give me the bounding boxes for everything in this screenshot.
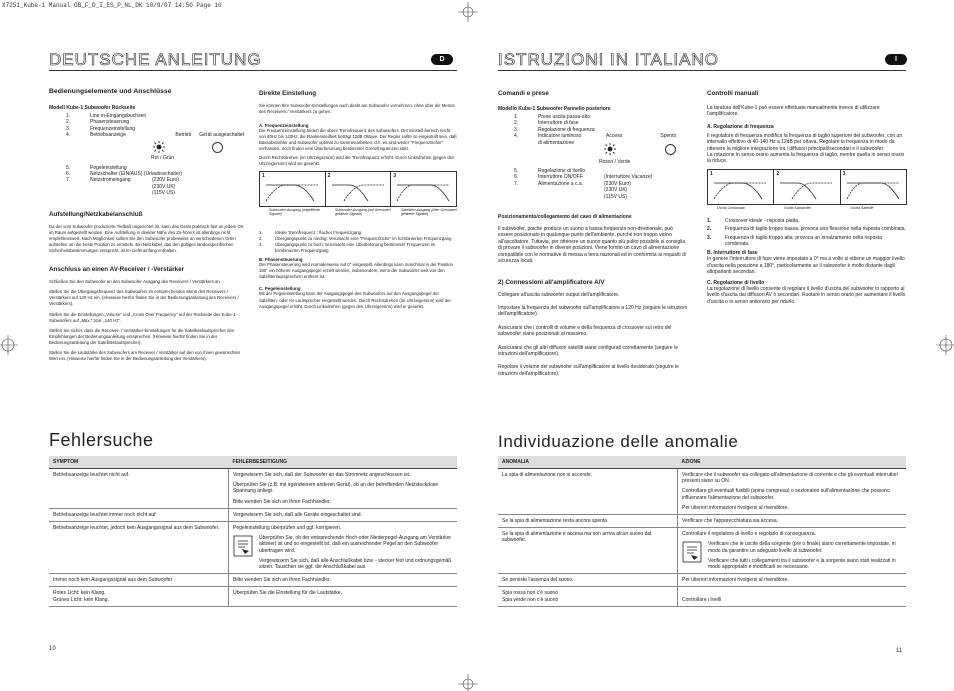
level-text: La regolazione di livello consente di regolare il livello d'uscita del subwoofer in rapporto al livello d'uscita dai diffusori AV o secondari. Ruotare in senso orario per aumentare il livello d'uscita o in senso antiorario per ridurlo.	[707, 285, 906, 305]
list-item: 1. Prese uscita passa-alto	[514, 114, 590, 120]
list-item: (115V US)	[152, 190, 175, 197]
placement-text: Il subwoofer, poiché produce un suono a bassa frequenza non-direzionale, può essere posizionato in qualunque punto dell'ambiente, purché non troppo vicino all'ascoltatore. Tuttavia, per ottenere un suono quanto più pulito possibile si consiglia di provare il subwoofer in diverse posizioni. Viene fornito un cavo di alimentazione compatibile con le normative di messa a terra nazionali ed in conformità ai requisiti di sicurezza locali.	[498, 226, 686, 265]
list-item: 6. Interruttore ON/OFF (Interruttore Vacanze)	[514, 174, 653, 181]
led-colors: Rosso / Verde	[599, 159, 631, 166]
title-rule-de	[49, 70, 457, 71]
list-item: 3. Frequenza di taglio troppo alta: provoca un innalzamento nella risposta combinata.	[707, 234, 883, 248]
placement-heading: Posizionamento/collegamento del cavo di alimentazione	[498, 214, 632, 221]
sun-icon	[153, 141, 165, 153]
model-heading: Modell Kube-1 Subwoofer Rückseite	[49, 105, 136, 111]
led-colors: Rot / Grün	[151, 154, 175, 161]
freq-text: Die Frequenzeinstellung ändert die obere Trennfrequenz des Subwoofers. Der Einstell-bereich reicht von 40Hz bis 140Hz; die Flankensteilheit beträgt 12dB Oktave. Der Regler sollte so eingestellt sein, daß Bassabstrahler und Subwoofer optimal zu-sammenarbeiten, d.h. es sind weder "Frequenzlöcher" vorhanden, noch finden eine Überbetonung bestimmter Grenzfrequenzen statt. Durch Rechtsdrehen (im Uhrzeigersinn) wird die Trennfrequenz erhöht. Durch Linksdrehen (gegen den Uhrzeigersinn) wird sie gesenkt.	[259, 128, 457, 166]
list-item: 5. Regolazione di livello	[514, 168, 585, 175]
controls-section-de	[49, 88, 244, 366]
table-row: Spia rossa non c'è suono Spia verde non c'è suono Controllare i livelli	[498, 587, 906, 606]
table-row: Betriebsanzeige leuchtet nicht auf. Vergewissern Sie sich, daß der Subwoofer an das Stromnetz angeschlossen ist. Überprüfen Sie (z.B. mit irgendeinem anderen Gerät), ob an der betreffenden Netzsteckdose Spannung anliegt. Bitte wenden Sie sich an Ihren Fachhändler.	[49, 469, 457, 509]
phase-heading: B. Phasensteuerung	[259, 257, 303, 263]
list-item: 7. Alimentazione a c.a. (230V Euro)	[514, 180, 631, 187]
table-row: Rotes Licht: kein Klang. Grünes Licht: kein Klang. Überprüfen Sie die Einstellung für die Lautstärke.	[49, 587, 457, 606]
page-title-it: ISTRUZIONI IN ITALIANO	[498, 50, 719, 69]
controls-heading: Bedienungselemente und Anschlüsse	[49, 88, 172, 95]
troubleshooting-table-it	[498, 456, 906, 607]
table-row: Betriebsanzeige leuchtet, jedoch kein Ausgangssignal aus dem Subwoofer. Pegeleinstellung überprüfen und ggf. korrigieren. Überprüfen Sie, ob der entsprechende Hoch-oder Niederpegel-Ausgang am Verstärker aktiviert ist und so eingestellt ist, daß ein ausreichender Pegel an den Subwoofer übertragen wird. Vergewissern Sie sich, daß alle Anschlußkabel bzw. - stecker fest und ordnungsgemäß sitzen. Tauschen sie ggf. die Anschlußkabel aus.	[49, 522, 457, 574]
list-item: 2. Interruttore di fase	[514, 120, 579, 127]
sun-icon	[604, 143, 616, 155]
list-item: 3. Frequenzeinstellung	[66, 125, 136, 132]
controls-list-2	[498, 168, 688, 200]
manual-heading: Controlli manuali	[707, 90, 759, 97]
table-row: Se persiste l'assenza del suono. Per ulteriori informazioni rivolgersi al rivenditore.	[498, 574, 906, 587]
off-indicator-icon	[665, 144, 676, 155]
direct-heading: Direkte Einstellung	[259, 90, 317, 97]
list-item: 7. Netzstromeingang (230V Euro)	[66, 177, 179, 184]
list-item: 1. Crossover ideale - risposta piatta.	[707, 217, 800, 224]
list-item: (230V UK)	[604, 187, 628, 194]
list-item: 1. Line in-Eingangsbuchsen	[66, 113, 147, 119]
list-item: 5. Pegeleinstellung	[66, 164, 127, 171]
level-heading: C. Pegeleinstellung	[259, 286, 301, 292]
direct-section-de	[259, 90, 457, 310]
amp-text: Collegare all'uscita subwoofer output dell'amplificatore. Impostare la frequenza del subwoofer sull'amplificatore a 120 Hz (seguire le istruzioni dell'amplificatore). Assicurarsi che i controlli di volume e della frequenza di crossover sul retro del subwoofer siano posizionati al massimo. Assicurarsi che gli altri diffusori satelliti siano configurati correttamente (seguire le istruzioni dell'amplificatore). Regolare il volume del subwoofer sull'amplificatore al livello desiderato (seguire le istruzioni dell'amplificatore).	[498, 291, 688, 377]
phase-heading: B. Interruttore di fase	[707, 250, 758, 257]
graph-list	[707, 218, 907, 248]
list-item: 2. Frequenza di taglio troppo bassa: provoca una flessione nella risposta combinata.	[707, 226, 906, 233]
troubleshooting-title-de: Fehlersuche	[49, 430, 154, 450]
freq-heading: A. Frequenzeinstellung	[259, 123, 309, 129]
list-item: 1. Ideale Trennfrequenz : flacher Frequenzgang	[259, 229, 361, 235]
level-text: Mit der Pegeleinstellung kann der Ausgangspegel des Subwoofers auf den Ausgangspegel der Satelliten- oder AV-Lautsprecher eingestellt werden. Durch Rechtsdrehen (im Uhrzeigersinn) wird der Ausgangspegel erhöht. Durch Linksdrehen (gegen den Uhrzeigersinn) wird er gesenkt.	[259, 291, 451, 309]
level-heading: C. Regolazione di livello	[707, 279, 765, 286]
manual-icon	[233, 535, 253, 557]
list-item: (230V UK)	[152, 183, 176, 190]
controls-section-it	[498, 90, 688, 381]
manual-section-it	[707, 90, 907, 305]
language-badge-de: D	[431, 54, 453, 65]
list-item: (115V US)	[604, 193, 627, 200]
title-rule-it	[498, 70, 906, 71]
crossover-graphs: 1 2 3	[259, 171, 457, 207]
table-row: La spia di alimentazione non si accende. Verificare che il subwoofer sia collegato all'alimentazione di corrente e che gli eventuali interruttori presenti siano su ON. Controllare gli eventuali fusibili (spina compresa) o sezionatori sull'alimentazione che possono influenzare l'alimentazione del subwoofer. Per ulteriori informazioni rivolgersi al rivenditore.	[498, 469, 906, 515]
table-row: Betriebsanzeige leuchtet immer noch nicht auf Vergewissern Sie sich, daß alle Geräte eingeschaltet sind.	[49, 508, 457, 521]
graph-captions: Uscita Combinata Uscita Subwoofer Uscita Satellite	[717, 205, 874, 210]
troubleshooting-table-de	[49, 456, 457, 607]
troubleshooting-title-it: Individuazione delle anomalie	[498, 432, 739, 451]
page-title-de: DEUTSCHE ANLEITUNG	[49, 50, 262, 69]
controls-list	[498, 114, 688, 146]
controls-list	[49, 113, 244, 139]
phase-text: Der Phasensteuerung wird normalerweise auf 0° eingestellt. Allerdings kann manchmal in der Position 180° ein höherer Ausgangspegel erzielt werden, insbesondere, wenn der Subwoofer weit von den Satellitenlautsprechern entfernt ist.	[259, 262, 453, 280]
freq-text: Il regolatore di frequenza modifica la frequenza di taglio superiore del subwoofer, con un intervallo effettivo di 40-140 Hz a 12dB per ottava. Regolare la frequenza in modo da ottenere la migliore integrazione tra i diffusori principali/secondari e il subwoofer. La rotazione in senso orario aumenta la frequenza di taglio, mentre quella in senso orario la riduce.	[707, 132, 905, 165]
col-symptom: SYMPTOM	[49, 456, 229, 469]
manual-icon	[682, 541, 702, 563]
print-slug: X7251_Kube-1 Manual GB_F_D_I_ES_P_NL_DK 10/9/07 14:50 Page 10	[2, 2, 222, 9]
placement-heading: Aufstellung/Netzkabelanschluß	[49, 210, 143, 218]
controls-heading: Comandi e prese	[498, 90, 549, 97]
controls-list-2	[49, 165, 244, 197]
graph-list	[259, 230, 457, 254]
table-row: Se la spia di alimentazione è accesa ma non arriva alcun suono dal subwoofer. Controllare il regolatore di livello e regolarlo di conseguenza. Verificare che le uscite della sorgente (pre o finale) siano correttamente impostate, in modo da garantire un adeguato livello al subwoofer. Verificare che tutti i collegamenti tra il subwoofer e la sorgente siano stati realizzati in modo appropriato e modificarli se necessario.	[498, 528, 906, 574]
table-row: Se la spia di alimentazione resta ancora spenta Verificare che l'apparecchiatura sia accesa.	[498, 515, 906, 528]
manual-intro: La taratura dell'Kube-1 può essere effettuata manualmente invece di utilizzare l'amplificatore.	[707, 105, 880, 118]
list-item: 4. Betriebsanzeige Betrieb Gerät ausgeschaltet	[66, 132, 244, 139]
language-badge-it: I	[885, 54, 907, 65]
list-item: 3. Regolazione di frequenza	[514, 126, 595, 133]
phase-text: In genere l'interruttore di fase viene impostato a 0° ma a volte si ottiene un maggior livello d'uscita nella posizione a 180°, particolarmente se il subwoofer è molto distante dagli altoparlanti secondari.	[707, 256, 905, 276]
receiver-heading: Anschluss an einen AV-Receiver / -Verstärker	[49, 266, 185, 274]
graph-captions: Subwoofer-Ausgang (ungefilterte Signale) Subwoofer-Ausgang (auf Grenzwert gefilterte Signale) Satelliten-Ausgang (über Grenzwert gefilterte Signale)	[269, 207, 457, 216]
off-indicator-icon	[212, 142, 223, 153]
col-action: AZIONE	[678, 456, 906, 469]
list-item: 2. Übergangspunkt zu niedrig: Verursacht eine "Frequenzlücke" im kombinierten Frequenzgang	[259, 235, 452, 241]
freq-heading: A. Regolazione di frequenza	[707, 123, 774, 130]
receiver-text: Schließen Sie den Subwoofer an den Subwoofer-Ausgang des Receivers / Verstärkers an. Stellen Sie die Übergangsfrequenz des Subwoofers im entsprechenden Menü des Receivers / Verstärkers auf 120 Hz ein. (Hinweise hierfür finden Sie in der Bedienungsanleitung des Receivers / Verstärkers). Stellen Sie die Einstellungen „Volume" und „Cross Over Frequency" auf der Rückseite des Kube-1 Subwoofers auf „Max." bzw. „140 Hz". Stellen Sie sicher, dass die Receiver- / Verstärker-Einstellungen für die Satellitenlautsprecher den Empfehlungen der Bedienungsanleitung entsprechen. (Hinweise hierfür finden Sie in der Bedienungsanleitung der Satellitenlautsprecher). Stellen Sie die Lautstärke des Subwoofers am Receiver / Verstärker auf den von Ihnen gewünschten Wert ein. (Hinweise hierfür finden Sie in der Bedienungsanleitung des Verstärkers).	[49, 279, 241, 362]
list-item: di alimentazione	[538, 139, 575, 146]
amp-heading: 2) Connessioni all'amplificatore A/V	[498, 278, 605, 286]
list-item: 3. Übergangspunkt zu hoch: verursacht eine Überbetonung bestimmter Frequenzen im kombinierten Frequenzgang	[259, 241, 436, 254]
col-anomaly: ANOMALIA	[498, 456, 678, 469]
model-heading: Modello Kube-1 Subwoofer Pannello posteriore	[498, 106, 611, 112]
placement-text: Da der vom Subwoofer produzierte Tiefbaß ungerichtet ist, kann das Gerät praktisch fast an jedem Ort im Raum aufgestellt werden. Eine Aufstellung in direkter Nähe des Zu-hörers ist allerdings nicht empfehlenswert. Nach Möglichkeit sollten Sie den Subwoofer probeweise an verschiedenen Orten aufstellen um die beste Position zu ermitteln. Ein Netzkabel, das den gültigen landesspezifischen Sicherheitsbestimmungen entspricht, ist im Lieferumfang enthalten.	[49, 223, 244, 254]
col-fix: FEHLERBESEITIGUNG	[229, 456, 457, 469]
page-number-de: 10	[49, 646, 56, 652]
list-item: 2. Phasensteuerung	[66, 119, 130, 126]
list-item: 4. Indicatore luminoso Acceso Spento	[514, 133, 677, 140]
table-row: Immer noch kein Ausgangssignal aus dem Subwoofer Bitte wenden Sie sich an Ihren Fachhändler.	[49, 574, 457, 587]
direct-intro: Sie können Ihre Subwoofer-Einstellungen auch direkt am Subwoofer vornehmen, ohne über die Menüs des Receivers / Verstärkers zu gehen.	[259, 103, 455, 115]
list-item: 6. Netzschalter (EIN/AUS) (Urlaubsschalter)	[66, 171, 182, 178]
crossover-graphs: 1 2 3	[707, 169, 907, 205]
page-number-it: 11	[896, 648, 903, 654]
